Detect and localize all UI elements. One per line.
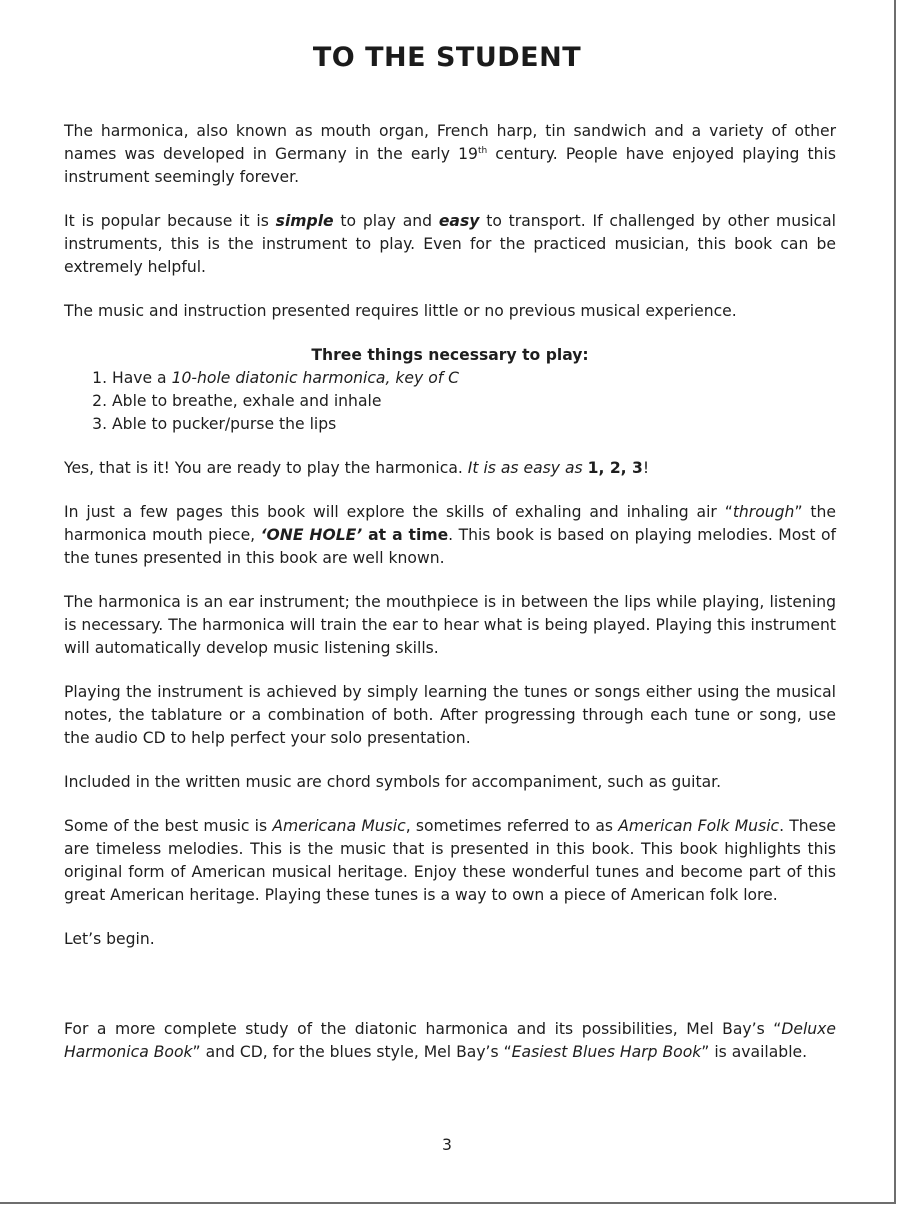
emphasis-easy: easy [438,212,480,230]
paragraph-americana: Some of the best music is Americana Music, sometimes referred to as American Folk Music. These are timeless melodies. This is the music that is presented in this book. This book highlights this original form of American musical heritage. Enjoy these wonderful tunes and become part of this great American heritage. Playing these tunes is a way to own a piece of American folk lore. [64,817,836,904]
emphasis-simple: simple [275,212,334,230]
paragraph-learning: Playing the instrument is achieved by simply learning the tunes or songs either using the musical notes, the tablature or a combination of both. After progressing through each tune or song, use the audio CD to help perfect your solo presentation. [64,683,836,747]
paragraph-ready: Yes, that is it! You are ready to play the harmonica. It is as easy as 1, 2, 3! [64,459,650,477]
list-item: 1. Have a 10-hole diatonic harmonica, key of C [112,367,836,390]
paragraph-chords: Included in the written music are chord symbols for accompaniment, such as guitar. [64,773,722,791]
paragraph-ear: The harmonica is an ear instrument; the mouthpiece is in between the lips while playing, listening is necessary. The harmonica will train the ear to hear what is being played. Playing this instrument will automatically develop music listening skills. [64,593,836,657]
requirements-list [64,367,836,436]
page-number: 3 [442,1136,452,1154]
paragraph-popular: It is popular because it is simple to play and easy to transport. If challenged by other musical instruments, this is the instrument to play. Even for the practiced musician, this book can be extremely helpful. [64,212,836,276]
paragraph-more-study: For a more complete study of the diatonic harmonica and its possibilities, Mel Bay’s “Deluxe Harmonica Book” and CD, for the blues style, Mel Bay’s “Easiest Blues Harp Book” is available. [64,1020,836,1061]
list-heading: Three things necessary to play: [311,346,589,364]
paragraph-intro: The harmonica, also known as mouth organ, French harp, tin sandwich and a variety of other names was developed in Germany in the early 19th century. People have enjoyed playing this instrument seemingly forever. [64,122,836,186]
paragraph-one-hole: In just a few pages this book will explore the skills of exhaling and inhaling air “through” the harmonica mouth piece, ‘ONE HOLE’ at a time. This book is based on playing melodies. Most of the tunes presented in this book are well known. [64,503,836,567]
list-item: 3. Able to pucker/purse the lips [112,413,836,436]
paragraph-experience: The music and instruction presented requires little or no previous musical experience. [64,302,737,320]
page-title: TO THE STUDENT [312,42,582,73]
page-body [64,120,836,1085]
superscript: th [477,145,488,156]
paragraph-begin: Let’s begin. [64,930,155,948]
list-item: 2. Able to breathe, exhale and inhale [112,390,836,413]
